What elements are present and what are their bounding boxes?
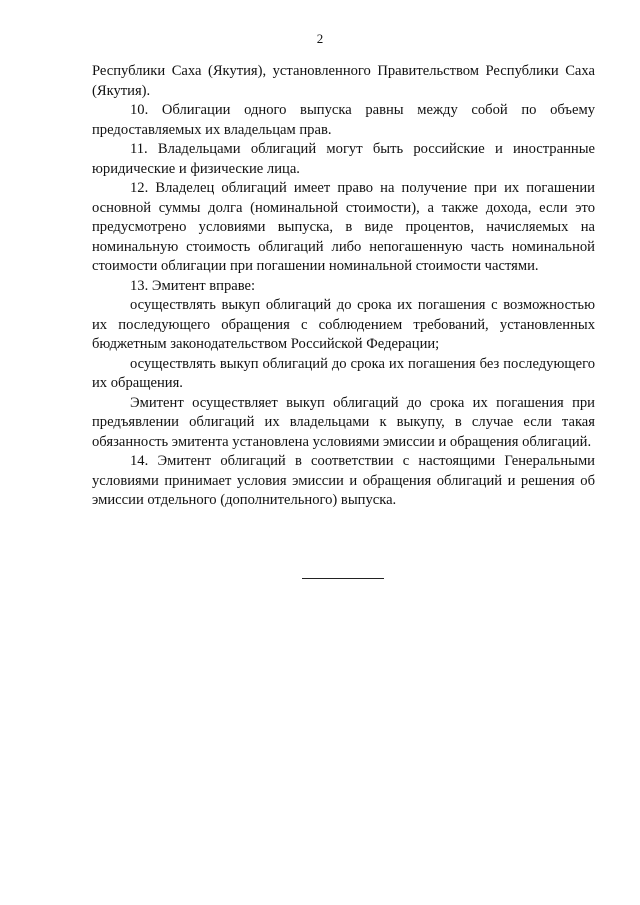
paragraph-12: 12. Владелец облигаций имеет право на получение при их погашении основной суммы долга (номинальной стоимости), а также дохода, если это предусмотрено условиями выпуска, в виде процентов, начисляемых на номинальную стоимость облигаций либо непогашенную часть номинальной стоимости облигации при погашении номинальной стоимости частями. (92, 180, 595, 274)
paragraph-10: 10. Облигации одного выпуска равны между собой по объему предоставляемых их владельцам прав. (92, 102, 595, 138)
paragraph-13-buyback: Эмитент осуществляет выкуп облигаций до срока их погашения при предъявлении облигаций их владельцами к выкупу, в случае если такая обязанность эмитента установлена условиями эмиссии и обращения облигаций. (92, 394, 595, 450)
paragraph-13-item-2: осуществлять выкуп облигаций до срока их погашения без последующего их обращения. (92, 355, 595, 391)
paragraph-13-item-1: осуществлять выкуп облигаций до срока их погашения с возможностью их последующего обращения с соблюдением требований, установленных бюджетным законодательством Российской Федерации; (92, 297, 595, 352)
document-body (92, 62, 595, 511)
paragraph-13: 13. Эмитент вправе: (130, 277, 256, 294)
page-number: 2 (316, 31, 324, 46)
paragraph-14: 14. Эмитент облигаций в соответствии с настоящими Генеральными условиями принимает условия эмиссии и обращения облигаций и решения об эмиссии отдельного (дополнительного) выпуска. (92, 453, 595, 508)
paragraph-continuation: Республики Саха (Якутия), установленного Правительством Республики Саха (Якутия). (92, 63, 595, 99)
paragraph-11: 11. Владельцами облигаций могут быть российские и иностранные юридические и физические лица. (92, 141, 595, 177)
end-divider (302, 578, 384, 579)
